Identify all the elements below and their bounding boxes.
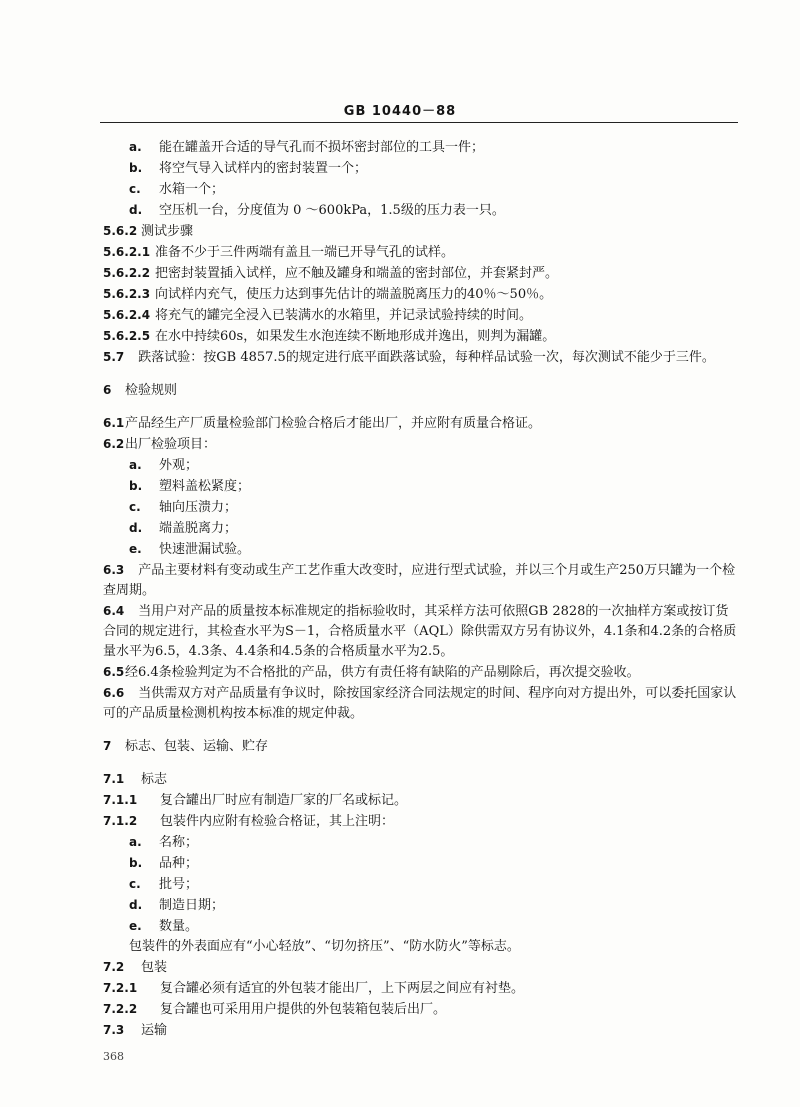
clause-number: 6.3: [103, 563, 125, 577]
clause-text: 向试样内充气，使压力达到事先估计的端盖脱离压力的40％～50％。: [155, 287, 553, 302]
clause-number: 6.6: [103, 686, 125, 700]
clause-text: 复合罐必须有适宜的外包装才能出厂，上下两层之间应有衬垫。: [160, 981, 525, 996]
clause-number: 7.1.1: [103, 793, 138, 807]
clause-text: 外观；: [159, 458, 199, 473]
clause-text: 将充气的罐完全浸入已装满水的水箱里，并记录试验持续的时间。: [155, 308, 533, 323]
clause-text: 当用户对产品的质量按本标准规定的指标验收时，其采样方法可依照GB 2828的一次抽样方案或按订货合同的规定进行，其检查水平为S－1，合格质量水平（AQL）除供需双方另有协议外，4.1条和4.2条的合格质量水平为6.5，4.3条、4.4条和4.5条的合格质量水平为2.5。: [103, 604, 737, 659]
clause: [103, 560, 738, 601]
clause-text: 将空气导入试样内的密封装置一个；: [159, 161, 368, 176]
clause-text: 准备不少于三件两端有盖且一端已开导气孔的试样。: [155, 245, 455, 260]
clause-text: 水箱一个；: [159, 182, 225, 197]
clause-number: 7.1.2: [103, 814, 138, 828]
clause: [103, 736, 738, 757]
list-item: [103, 455, 738, 476]
list-item: [103, 200, 738, 221]
standard-header: GB 10440－88: [343, 104, 457, 119]
list-item-label: b.: [129, 161, 143, 175]
clause-number: 7.2.2: [103, 1002, 138, 1016]
clause-text: 跌落试验：按GB 4857.5的规定进行底平面跌落试验，每种样品试验一次，每次测试不能少于三件。: [138, 350, 715, 365]
clause-number: 5.6.2.1: [103, 245, 151, 259]
clause-text: 快速泄漏试验。: [159, 542, 251, 557]
clause: [103, 413, 738, 434]
clause-number: 7.3: [103, 1023, 125, 1037]
section-gap: [103, 368, 738, 380]
clause-number: 5.6.2.2: [103, 266, 151, 280]
clause-text: 标志、包装、运输、贮存: [125, 739, 269, 754]
clause: [103, 263, 738, 284]
clause-text: 在水中持续60s，如果发生水泡连续不断地形成并逸出，则判为漏罐。: [155, 329, 556, 344]
clause-text: 空压机一台，分度值为 0 ～600kPa，1.5级的压力表一只。: [159, 203, 505, 218]
clause: [103, 1020, 738, 1041]
clause-text: 塑料盖松紧度；: [159, 479, 251, 494]
clause-number: 5.6.2: [103, 224, 138, 238]
clause: [103, 999, 738, 1020]
section-gap: [103, 401, 738, 413]
list-item-label: e.: [129, 542, 142, 556]
clause-text: 把密封装置插入试样，应不触及罐身和端盖的密封部位，并套紧封严。: [155, 266, 559, 281]
page-number: 368: [103, 1050, 124, 1063]
list-item: [103, 137, 738, 158]
list-item: [103, 853, 738, 874]
clause-number: 5.6.2.3: [103, 287, 151, 301]
list-item: [103, 476, 738, 497]
clause-text: 运输: [141, 1023, 168, 1038]
clause: [103, 434, 738, 455]
clause: [103, 284, 738, 305]
clause-text: 标志: [141, 772, 168, 787]
clause-text: 经6.4条检验判定为不合格批的产品，供方有责任将有缺陷的产品剔除后，再次提交验收。: [125, 665, 640, 680]
clause: [103, 957, 738, 978]
clause-number: 6: [103, 383, 112, 397]
paragraph: [103, 937, 738, 957]
clause-number: 5.7: [103, 350, 125, 364]
clause-text: 端盖脱离力；: [159, 521, 238, 536]
clause: [103, 242, 738, 263]
clause-number: 6.4: [103, 604, 125, 618]
list-item-label: d.: [129, 521, 143, 535]
clause-number: 7.2: [103, 960, 125, 974]
list-item-label: b.: [129, 856, 143, 870]
clause-number: 7.2.1: [103, 981, 138, 995]
clause: [103, 380, 738, 401]
clause: [103, 601, 738, 662]
list-item: [103, 539, 738, 560]
clause: [103, 305, 738, 326]
clause: [103, 347, 738, 368]
clause-number: 6.1: [103, 416, 125, 430]
list-item-label: a.: [129, 835, 142, 849]
list-item-label: b.: [129, 479, 143, 493]
clause-text: 复合罐出厂时应有制造厂家的厂名或标记。: [160, 793, 408, 808]
clause: [103, 326, 738, 347]
clause-text: 包装件内应附有检验合格证，其上注明：: [160, 814, 395, 829]
list-item: [103, 895, 738, 916]
clause-text: 名称；: [159, 835, 199, 850]
clause-text: 当供需双方对产品质量有争议时，除按国家经济合同法规定的时间、程序向对方提出外，可以委托国家认可的产品质量检测机构按本标准的规定仲裁。: [103, 686, 737, 721]
clause-text: 制造日期；: [159, 898, 225, 913]
clause-text: 批号；: [159, 877, 199, 892]
clause-text: 品种；: [159, 856, 199, 871]
list-item-label: c.: [129, 500, 141, 514]
clause: [103, 769, 738, 790]
section-gap: [103, 724, 738, 736]
list-item-label: a.: [129, 140, 142, 154]
clause: [103, 790, 738, 811]
list-item: [103, 497, 738, 518]
clause: [103, 978, 738, 999]
list-item-label: a.: [129, 458, 142, 472]
clause: [103, 683, 738, 724]
clause-number: 7.1: [103, 772, 125, 786]
header-rule: [100, 122, 738, 123]
clause-number: 6.5: [103, 665, 125, 679]
clause-text: 复合罐也可采用用户提供的外包装箱包装后出厂。: [160, 1002, 447, 1017]
clause-number: 7: [103, 739, 112, 753]
list-item: [103, 874, 738, 895]
clause-number: 5.6.2.4: [103, 308, 151, 322]
list-item: [103, 916, 738, 937]
clause-text: 产品主要材料有变动或生产工艺作重大改变时，应进行型式试验，并以三个月或生产250万只罐为一个检查周期。: [103, 563, 736, 598]
clause: [103, 811, 738, 832]
list-item: [103, 832, 738, 853]
clause-text: 出厂检验项目：: [125, 437, 217, 452]
list-item-label: c.: [129, 182, 141, 196]
clause-text: 能在罐盖开合适的导气孔而不损坏密封部位的工具一件；: [159, 140, 485, 155]
clause-text: 包装件的外表面应有“小心轻放”、“切勿挤压”、“防水防火”等标志。: [129, 939, 520, 954]
clause-text: 数量。: [159, 919, 199, 934]
section-gap: [103, 757, 738, 769]
document-body: [103, 137, 738, 1041]
list-item: [103, 179, 738, 200]
clause-text: 包装: [141, 960, 168, 975]
clause-text: 测试步骤: [141, 224, 194, 239]
list-item: [103, 158, 738, 179]
clause-number: 5.6.2.5: [103, 329, 151, 343]
list-item: [103, 518, 738, 539]
clause: [103, 221, 738, 242]
clause: [103, 662, 738, 683]
clause-text: 检验规则: [125, 383, 178, 398]
clause-text: 轴向压溃力；: [159, 500, 238, 515]
list-item-label: d.: [129, 203, 143, 217]
list-item-label: e.: [129, 919, 142, 933]
clause-number: 6.2: [103, 437, 125, 451]
clause-text: 产品经生产厂质量检验部门检验合格后才能出厂，并应附有质量合格证。: [125, 416, 542, 431]
list-item-label: c.: [129, 877, 141, 891]
list-item-label: d.: [129, 898, 143, 912]
